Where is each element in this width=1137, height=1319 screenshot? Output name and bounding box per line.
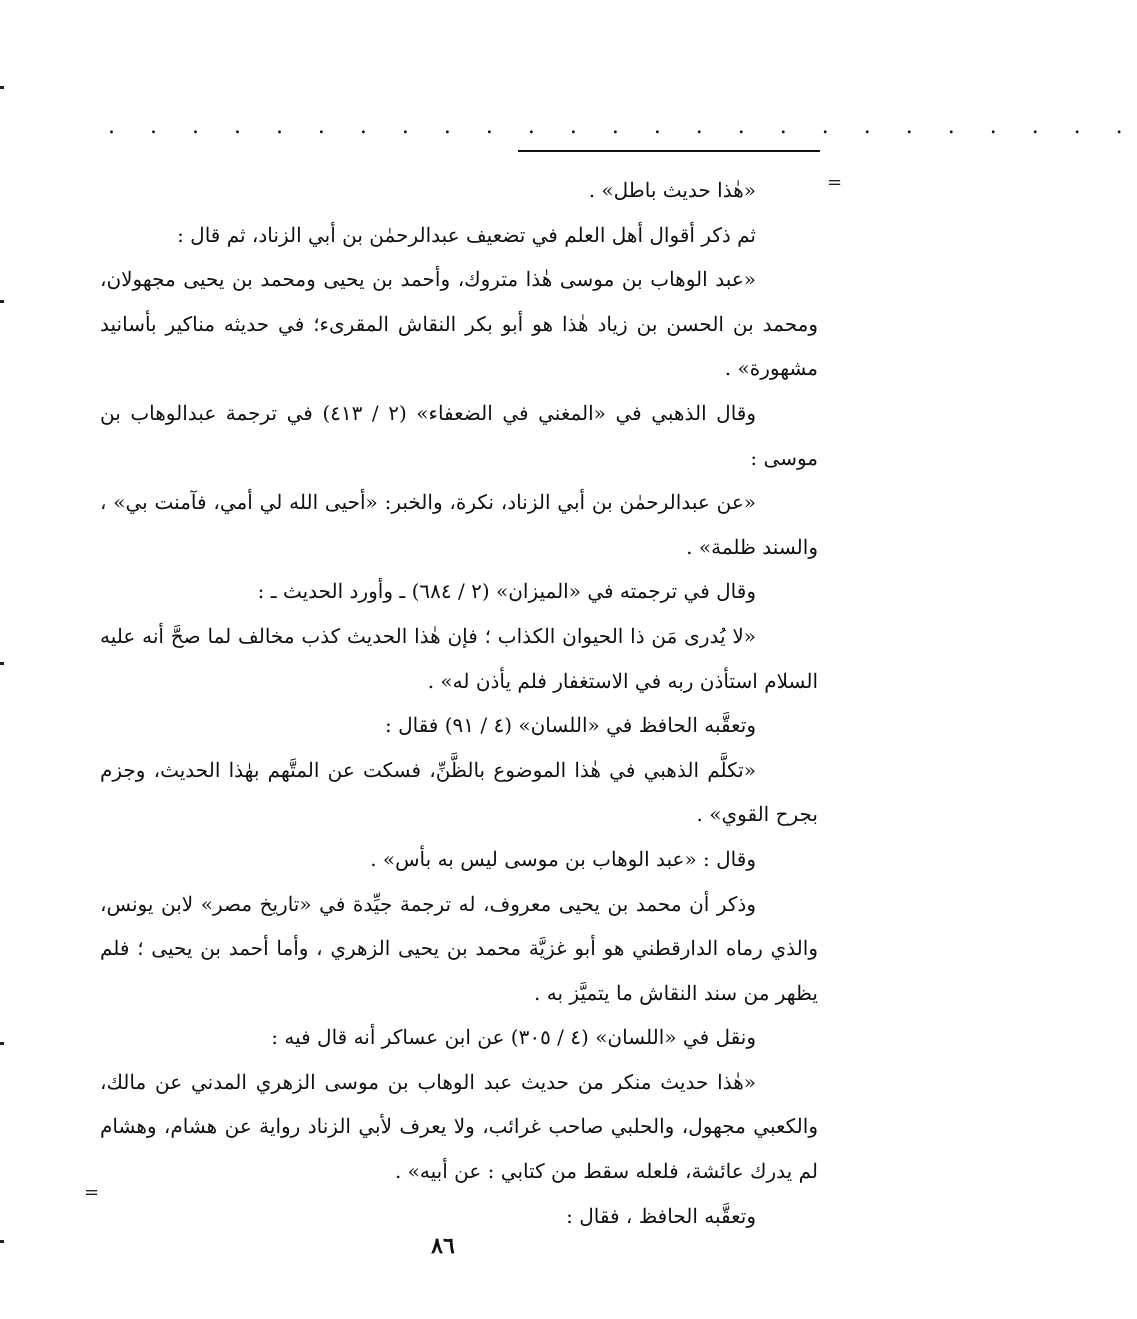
body-text [100, 168, 818, 1238]
paragraph: «هٰذا حديث منكر من حديث عبد الوهاب بن موسى الزهري المدني عن مالك، والكعبي مجهول، والحلبي صاحب غرائب، ولا يعرف لأبي الزناد رواية عن هشام، وهشام لم يدرك عائشة، فلعله سقط من كتابي : عن أبيه» . [100, 1069, 818, 1184]
paragraph: وتعقَّبه الحافظ في «اللسان» (٤ / ٩١) فقال : [384, 713, 756, 738]
paragraph: «عبد الوهاب بن موسى هٰذا متروك، وأحمد بن يحيى ومحمد بن يحيى مجهولان، ومحمد بن الحسن بن زياد هٰذا هو أبو بكر النقاش المقرىء؛ في حديثه مناكير بأسانيد مشهورة» . [100, 267, 818, 381]
edge-mark [0, 300, 4, 303]
paragraph: «عن عبدالرحمٰن بن أبي الزناد، نكرة، والخبر: «أحيى الله لي أمي، فآمنت بي» ، والسند ظلمة» . [100, 490, 818, 559]
edge-mark [0, 86, 4, 89]
paragraph: ونقل في «اللسان» (٤ / ٣٠٥) عن ابن عساكر أنه قال فيه : [271, 1025, 756, 1050]
edge-mark [0, 662, 4, 665]
paragraph: وذكر أن محمد بن يحيى معروف، له ترجمة جيِّدة في «تاريخ مصر» لابن يونس، والذي رماه الدارقطني هو أبو غزيَّة محمد بن يحيى الزهري ، وأما أحمد بن يحيى ؛ فلم يظهر من سند النقاش ما يتميَّز به . [100, 891, 818, 1005]
paragraph: وقال الذهبي في «المغني في الضعفاء» (٢ / ٤١٣) في ترجمة عبدالوهاب بن موسى : [100, 400, 818, 470]
footnote-rule [518, 150, 820, 152]
paragraph: وقال : «عبد الوهاب بن موسى ليس به بأس» . [370, 846, 756, 871]
margin-mark-top: = [827, 172, 843, 193]
header-dot-leader: . . . . . . . . . . . . . . . . . . . . . . . . . [108, 114, 1137, 139]
paragraph: «لا يُدرى مَن ذا الحيوان الكذاب ؛ فإن هٰذا الحديث كذب مخالف لما صحَّ أنه عليه السلام استأذن ربه في الاستغفار فلم يأذن له» . [100, 623, 818, 693]
paragraph: وقال في ترجمته في «الميزان» (٢ / ٦٨٤) ـ وأورد الحديث ـ : [257, 579, 756, 604]
paragraph: «هٰذا حديث باطل» . [588, 178, 756, 202]
margin-mark-bottom: = [84, 1182, 100, 1203]
page-number: ٨٦ [431, 1233, 455, 1259]
edge-mark [0, 1042, 4, 1045]
paragraph: وتعقَّبه الحافظ ، فقال : [566, 1203, 756, 1228]
paragraph: ثم ذكر أقوال أهل العلم في تضعيف عبدالرحمٰن بن أبي الزناد، ثم قال : [177, 222, 756, 247]
paragraph: «تكلَّم الذهبي في هٰذا الموضوع بالظَّنِّ، فسكت عن المتَّهم بهٰذا الحديث، وجزم بجرح القوي» . [100, 757, 818, 827]
